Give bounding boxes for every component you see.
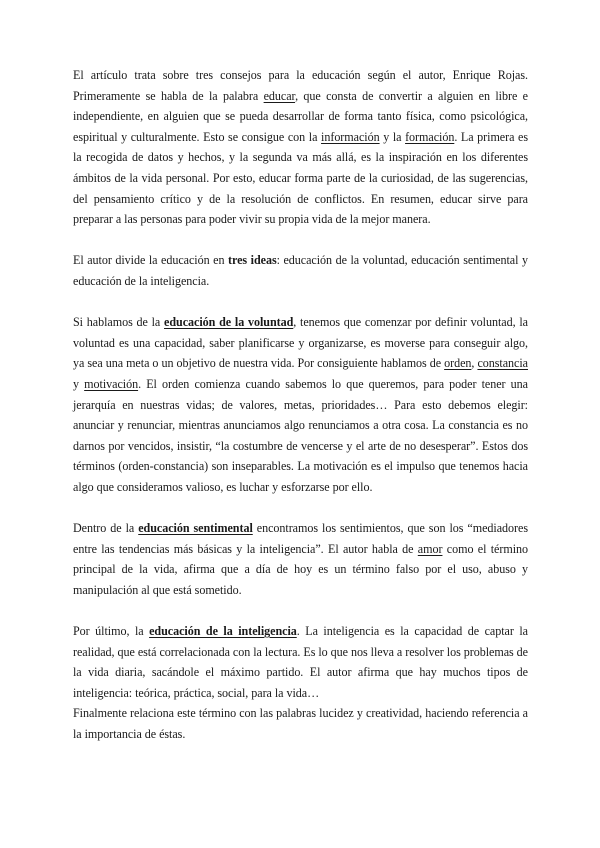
term-orden: orden bbox=[444, 356, 472, 371]
term-tres-ideas: tres ideas bbox=[228, 253, 277, 268]
term-amor: amor bbox=[417, 541, 443, 556]
term-motivacion: motivación bbox=[84, 376, 139, 391]
text: El autor divide la educación en bbox=[73, 253, 229, 268]
term-formacion: formación bbox=[405, 129, 455, 144]
text: . La inteligencia es la capacidad de captar la realidad, que está correlacionada con la lectura. Es lo que nos lleva a resolver los problemas de la vida diaria, sacándole el máximo partido. El autor afirma que hay muchos tipos de inteligencia: teórica, práctica, social, para la vida… bbox=[73, 624, 528, 700]
text: , bbox=[471, 356, 478, 371]
term-educar: educar bbox=[263, 88, 296, 103]
paragraph-tres-ideas bbox=[73, 250, 528, 291]
text: , que consta de convertir a alguien en libre e independiente, en alguien que se pueda desarrollar de forma tanto física, como psicológica, espiritual y culturalmente. Esto se consigue con la bbox=[73, 88, 528, 144]
heading-educacion-sentimental: educación sentimental bbox=[138, 521, 253, 536]
paragraph-sentimental bbox=[73, 518, 528, 600]
term-informacion: información bbox=[321, 129, 380, 144]
paragraph-inteligencia bbox=[73, 621, 528, 703]
paragraph-voluntad bbox=[73, 312, 528, 497]
paragraph-conclusion bbox=[73, 703, 528, 744]
text: Dentro de la bbox=[73, 521, 139, 536]
text: y bbox=[73, 376, 85, 391]
text: . La primera es la recogida de datos y hechos, y la segunda va más allá, es la inspiración en los diferentes ámbitos de la vida personal. Por esto, educar forma parte de la curiosidad, de las sugerencias, del pensamiento crítico y de la resolución de conflictos. En resumen, educar sirve para preparar a las personas para poder vivir su propia vida de la mejor manera. bbox=[73, 129, 529, 227]
text: Por último, la bbox=[73, 624, 150, 639]
text: y la bbox=[379, 129, 406, 144]
text: como el término principal de la vida, afirma que a día de hoy es un término falso por el uso, abuso y manipulación al que está sometido. bbox=[73, 541, 528, 597]
text: Finalmente relaciona este término con las palabras lucidez y creatividad, haciendo referencia a la importancia de éstas. bbox=[73, 706, 528, 741]
text: , tenemos que comenzar por definir voluntad, la voluntad es una capacidad, saber planificarse y organizarse, es moverse para conseguir algo, ya sea una meta o un objetivo de nuestra vida. Por consiguiente hablamos de bbox=[73, 315, 528, 371]
heading-educacion-voluntad: educación de la voluntad bbox=[164, 315, 294, 330]
heading-educacion-inteligencia: educación de la inteligencia bbox=[149, 624, 297, 639]
paragraph-intro bbox=[73, 65, 528, 230]
term-constancia: constancia bbox=[477, 356, 528, 371]
text: El artículo trata sobre tres consejos para la educación según el autor, Enrique Rojas. Primeramente se habla de la palabra bbox=[73, 68, 528, 103]
text: Si hablamos de la bbox=[73, 315, 165, 330]
text: : educación de la voluntad, educación sentimental y educación de la inteligencia. bbox=[73, 253, 528, 288]
text: . El orden comienza cuando sabemos lo que queremos, para poder tener una jerarquía en nuestras vidas; de valores, metas, prioridades… Para esto debemos elegir: anunciar y renunciar, mientras anunciamos algo renunciamos a otra cosa. La constancia es no darnos por vencidos, insistir, “la costumbre de vencerse y el arte de no desesperar”. Estos dos términos (orden-constancia) son inseparables. La motivación es el impulso que tenemos hacia algo que consideramos valioso, es luchar y esforzarse por ello. bbox=[73, 376, 528, 494]
text: encontramos los sentimientos, que son los “mediadores entre las tendencias más básicas y la inteligencia”. El autor habla de bbox=[73, 521, 528, 556]
